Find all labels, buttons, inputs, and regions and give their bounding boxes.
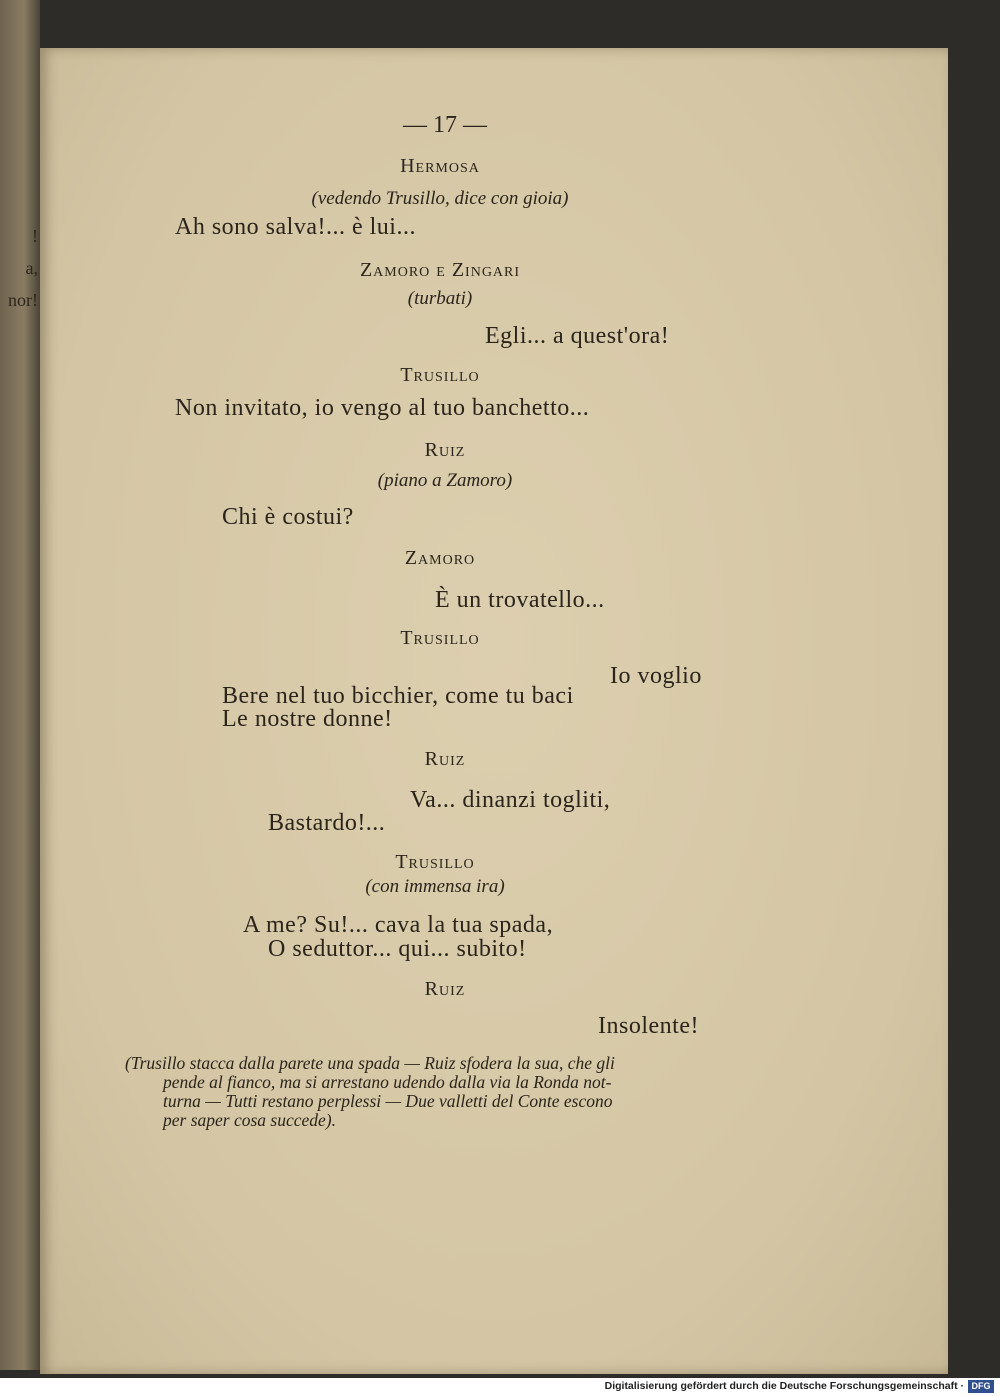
speaker-zamoro: Zamoro: [404, 547, 476, 569]
verse-line: Egli... a quest'ora!: [485, 323, 670, 349]
verse-line: Insolente!: [598, 1013, 699, 1039]
left-page-text: [2, 220, 38, 316]
speaker-trusillo: Trusillo: [395, 851, 475, 873]
left-page-fragment: a,: [25, 258, 38, 278]
stage-note: [125, 1054, 760, 1130]
stage-note-line: (Trusillo stacca dalla parete una spada — Ruiz sfodera la sua, che gli: [125, 1053, 615, 1073]
verse-line: È un trovatello...: [435, 587, 605, 613]
verse-line: Bastardo!...: [268, 810, 386, 836]
verse-line: Bere nel tuo bicchier, come tu baci: [222, 683, 574, 709]
dfg-logo: DFG: [968, 1380, 994, 1393]
stage-note-line: pende al fianco, ma si arrestano udendo dalla via la Ronda not-: [163, 1072, 612, 1092]
speaker-zamoro-zingari: Zamoro e Zingari: [359, 259, 521, 281]
verse-line: Le nostre donne!: [222, 706, 393, 732]
verse-line: O seduttor... qui... subito!: [268, 936, 527, 962]
speaker-trusillo: Trusillo: [400, 627, 480, 649]
stage-direction: (turbati): [407, 288, 473, 309]
verse-line: Ah sono salva!... è lui...: [175, 214, 416, 240]
stage-direction: (piano a Zamoro): [377, 470, 513, 491]
page-number: — 17 —: [403, 112, 487, 138]
verse-line: Chi è costui?: [222, 504, 354, 530]
speaker-ruiz: Ruiz: [424, 748, 466, 770]
stage-note-line: turna — Tutti restano perplessi — Due valletti del Conte escono: [163, 1091, 613, 1111]
speaker-hermosa: Hermosa: [400, 155, 480, 177]
verse-line: Va... dinanzi togliti,: [410, 787, 611, 813]
footer-credit: Digitalisierung gefördert durch die Deutsche Forschungsgemeinschaft ·: [604, 1380, 964, 1392]
book-page: [40, 48, 948, 1374]
speaker-ruiz: Ruiz: [424, 978, 466, 1000]
verse-line: Non invitato, io vengo al tuo banchetto...: [175, 395, 590, 421]
verse-line: A me? Su!... cava la tua spada,: [243, 912, 554, 938]
stage-note-line: per saper cosa succede).: [163, 1110, 337, 1130]
speaker-ruiz: Ruiz: [424, 439, 466, 461]
left-page-edge: [0, 0, 40, 1370]
speaker-trusillo: Trusillo: [400, 364, 480, 386]
left-page-fragment: !: [32, 226, 38, 246]
left-page-fragment: nor!: [8, 290, 38, 310]
stage-direction: (vedendo Trusillo, dice con gioia): [311, 188, 569, 209]
verse-line: Io voglio: [610, 663, 702, 689]
stage-direction: (con immensa ira): [365, 876, 505, 897]
